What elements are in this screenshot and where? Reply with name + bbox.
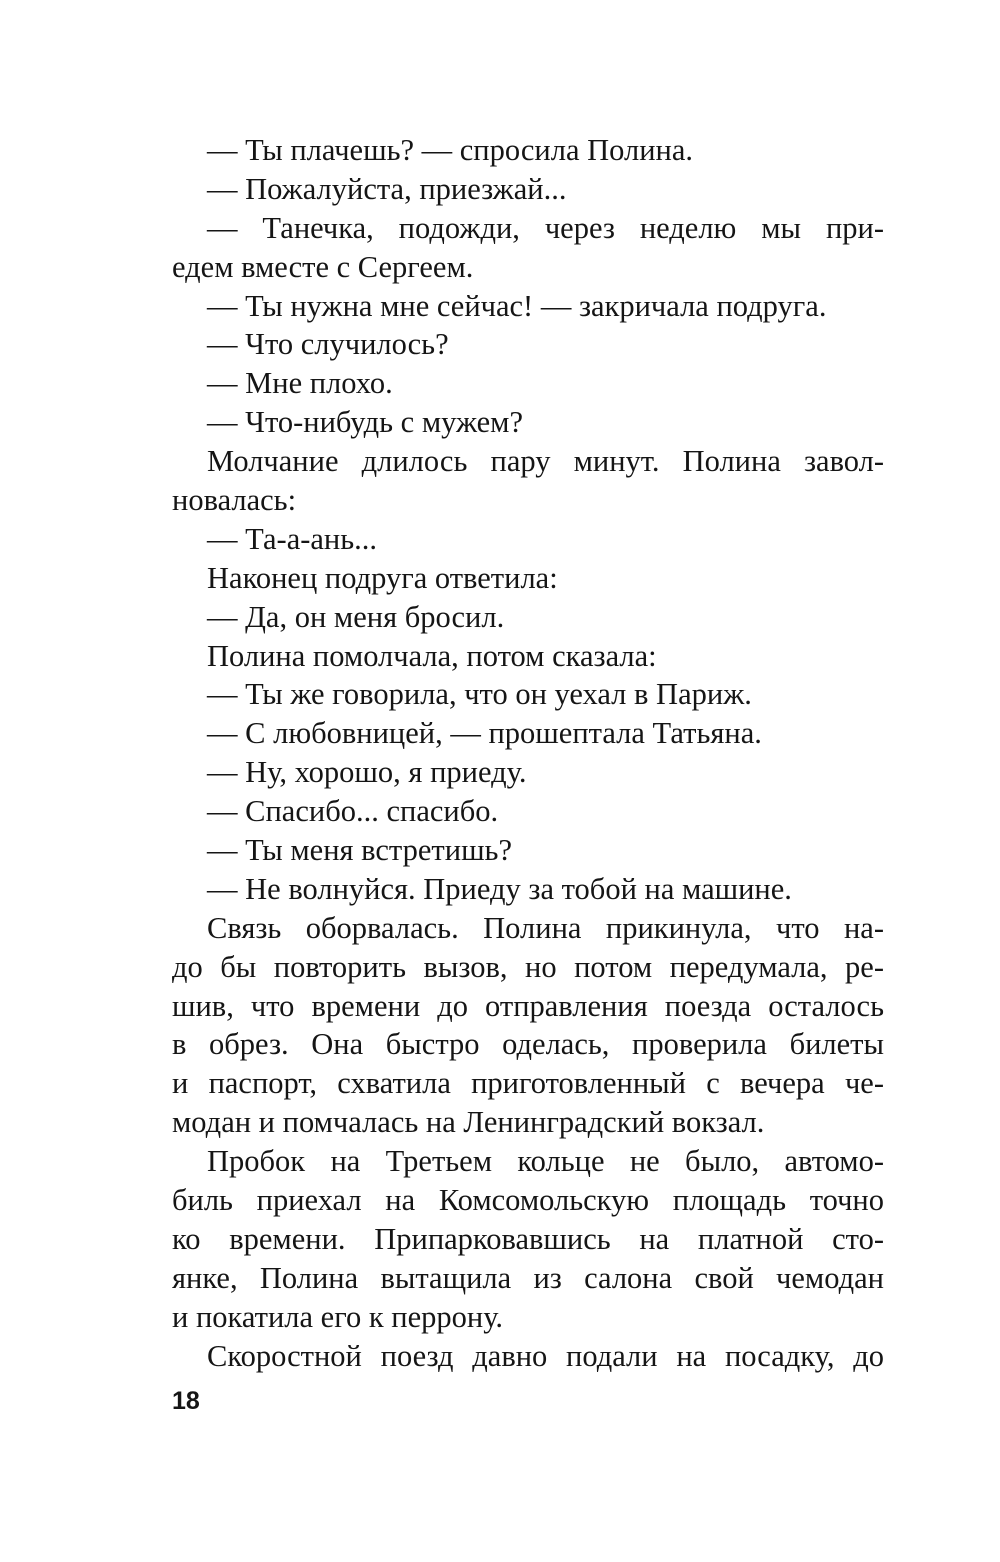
text-line: ко времени. Припарковавшись на платной сто- <box>172 1221 884 1256</box>
text-line: новалась: <box>172 483 297 518</box>
body-text <box>172 131 884 1376</box>
text-line: — С любовницей, — прошептала Татьяна. <box>207 716 762 751</box>
text-line: Полина помолчала, потом сказала: <box>207 638 657 673</box>
text-line: — Танечка, подожди, через неделю мы при- <box>207 210 884 245</box>
text-line: Скоростной поезд давно подали на посадку, до <box>207 1338 884 1373</box>
text-line: до бы повторить вызов, но потом передумала, ре- <box>172 949 884 984</box>
text-line: — Спасибо... спасибо. <box>207 794 499 829</box>
text-line: и покатила его к перрону. <box>172 1299 504 1334</box>
text-line: едем вместе с Сергеем. <box>172 249 474 284</box>
text-line: — Ну, хорошо, я приеду. <box>207 755 527 790</box>
text-line: — Ты же говорила, что он уехал в Париж. <box>207 677 752 712</box>
text-line: — Ты меня встретишь? <box>207 833 512 868</box>
text-line: в обрез. Она быстро оделась, проверила билеты <box>172 1027 884 1062</box>
text-line: — Та-а-ань... <box>207 521 378 556</box>
text-line: — Ты плачешь? — спросила Полина. <box>207 133 694 167</box>
text-line: — Мне плохо. <box>207 366 393 401</box>
text-line: Связь оборвалась. Полина прикинула, что на- <box>207 910 884 945</box>
text-line: — Что-нибудь с мужем? <box>207 405 524 440</box>
text-line: — Ты нужна мне сейчас! — закричала подруга. <box>207 288 827 323</box>
text-line: — Не волнуйся. Приеду за тобой на машине. <box>207 871 792 906</box>
text-line: биль приехал на Комсомольскую площадь точно <box>172 1183 884 1218</box>
text-line: Наконец подруга ответила: <box>207 560 558 595</box>
text-line: янке, Полина вытащила из салона свой чемодан <box>172 1260 884 1295</box>
text-line: и паспорт, схватила приготовленный с вечера че- <box>172 1066 884 1101</box>
text-line: шив, что времени до отправления поезда осталось <box>172 988 884 1023</box>
page-number: 18 <box>172 1387 200 1415</box>
text-line: — Да, он меня бросил. <box>207 599 505 634</box>
text-line: — Пожалуйста, приезжай... <box>207 171 567 206</box>
text-line: Молчание длилось пару минут. Полина завол- <box>207 444 884 479</box>
text-line: — Что случилось? <box>207 327 449 362</box>
text-line: Пробок на Третьем кольце не было, автомо- <box>207 1144 884 1179</box>
text-line: модан и помчалась на Ленинградский вокзал. <box>172 1105 765 1140</box>
